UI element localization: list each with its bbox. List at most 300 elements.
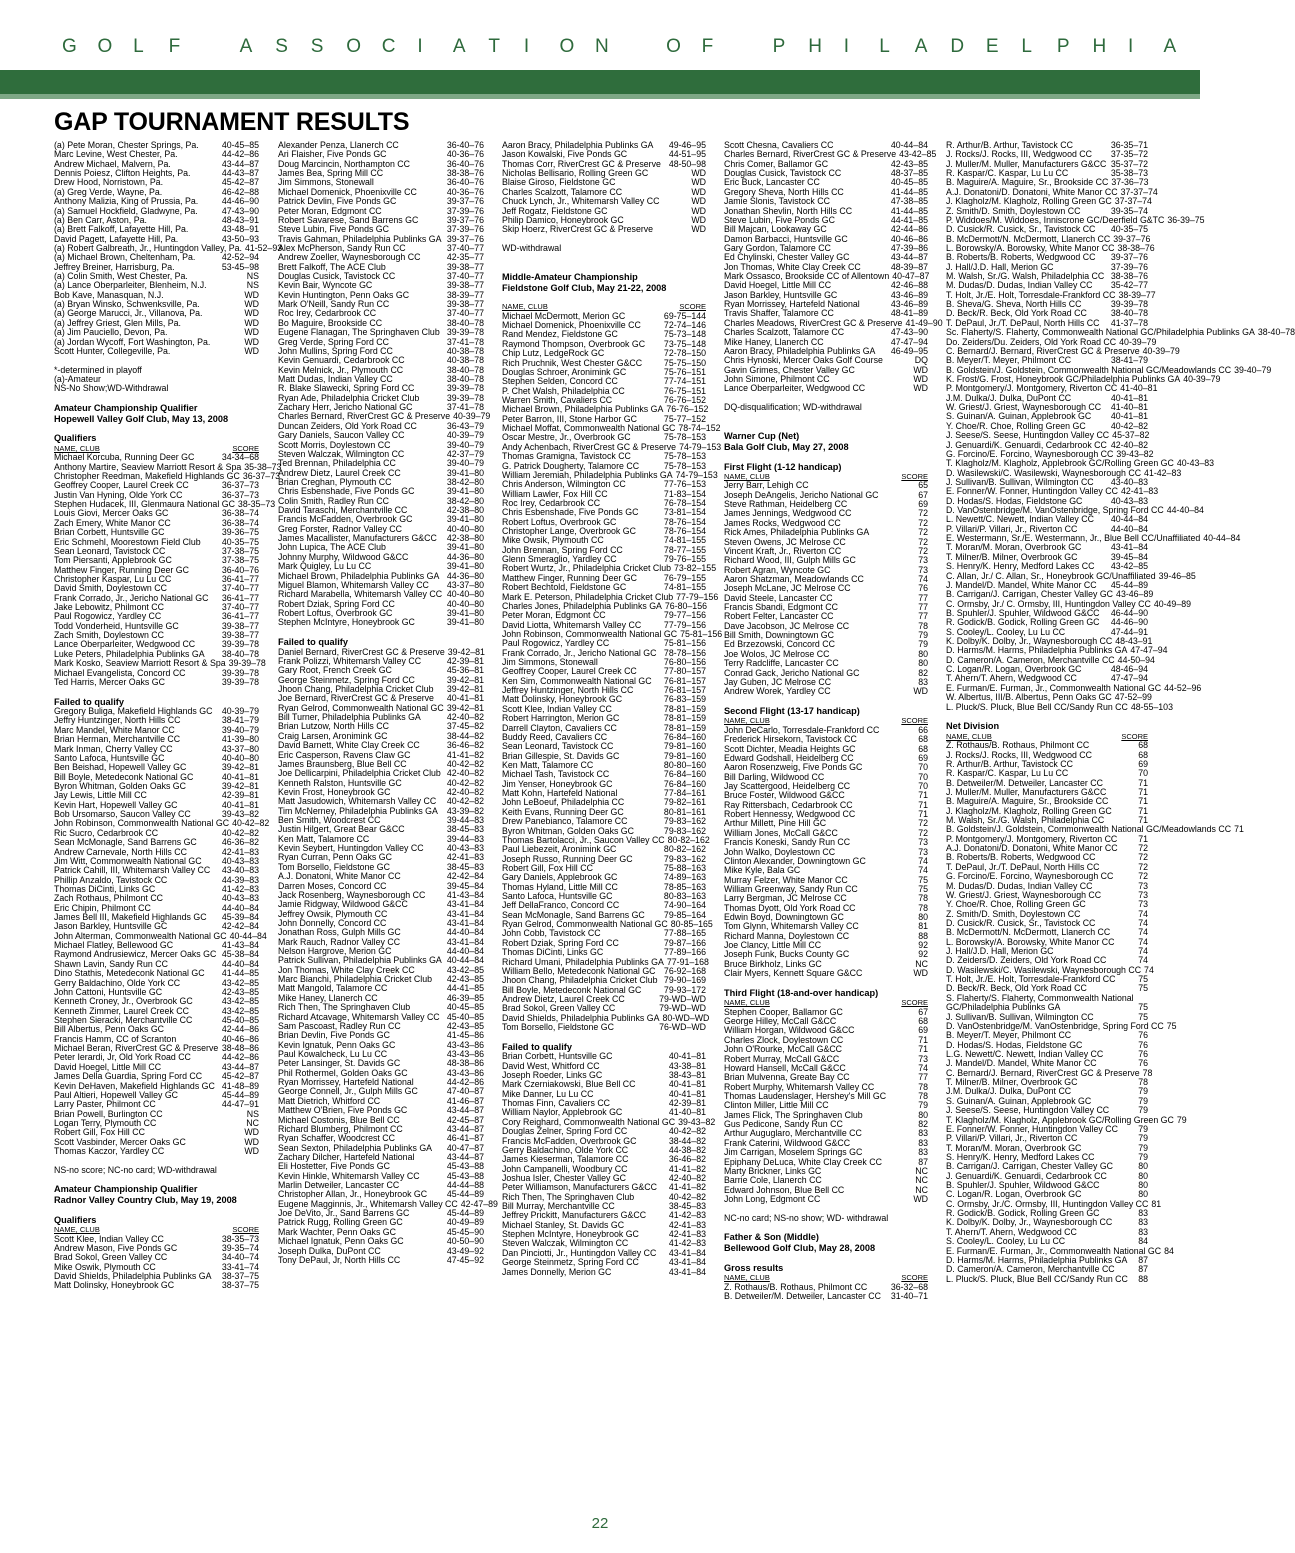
- score: 76-WD–WD: [659, 1022, 706, 1033]
- score: 75-78–153: [663, 451, 706, 462]
- player-club: Travis Shaffer, Talamore CC: [724, 308, 834, 319]
- score: 82: [918, 667, 928, 678]
- player-club: T. Holt, Jr./E. Holt, Torresdale-Frankford CC: [946, 289, 1116, 300]
- player-club: Joe Wolos, JC Melrose CC: [724, 648, 830, 659]
- score: 39-42–81: [446, 674, 484, 685]
- score: 75-75–150: [663, 357, 706, 368]
- player-club: Warren Smith, Cavaliers CC: [502, 394, 613, 405]
- header-letter: O: [346, 36, 362, 57]
- player-club: P. Montgomery/J. Montgomery, Riverton CC: [946, 833, 1118, 844]
- player-club: John Simone, Philmont CC: [724, 373, 830, 384]
- score: 43-41–84: [1110, 542, 1148, 553]
- section-heading: Amateur Championship Qualifier: [54, 403, 198, 414]
- score: 43-48–91: [221, 224, 259, 235]
- player-club: David Taraschi, Merchantville CC: [278, 505, 408, 516]
- score: 75: [1138, 983, 1148, 994]
- header-letter: N: [595, 36, 609, 57]
- score: 79: [1176, 1114, 1187, 1125]
- score: 78-81–159: [663, 722, 706, 733]
- score: 69: [918, 752, 928, 763]
- score: 48-50–98: [668, 158, 706, 169]
- score: 39-39–78: [221, 639, 259, 650]
- score: 39-38–77: [221, 620, 259, 631]
- score: 37-41–78: [446, 402, 484, 413]
- section-heading: Bellewood Golf Club, May 28, 2008: [724, 1242, 876, 1253]
- header-band: [0, 70, 1200, 94]
- player-club: Matt Dudas, Indian Valley CC: [278, 373, 393, 384]
- result-row: [724, 687, 928, 696]
- player-club: Jim Simmons, Stonewall: [502, 657, 598, 668]
- note-text: *-determined in playoff: [54, 364, 142, 375]
- player-club: Logan Terry, Plymouth CC: [54, 1117, 157, 1128]
- section-heading: Failed to qualify: [502, 1041, 572, 1052]
- score: 80: [1138, 1189, 1148, 1200]
- score: 47-47–94: [890, 336, 928, 347]
- spacer: [54, 1205, 259, 1214]
- score: WD: [913, 968, 928, 979]
- score: WD: [244, 345, 259, 356]
- player-club: Peter Ierardi, Jr, Old York Road CC: [54, 1052, 191, 1063]
- score: 80-WD–WD: [662, 1012, 710, 1023]
- score: 43-42–85: [221, 1005, 259, 1016]
- score: 71: [918, 799, 928, 810]
- player-club: Ed Chylinski, Chester Valley GC: [724, 252, 850, 263]
- score: 36-40–76: [221, 564, 259, 575]
- score: 79-76–155: [663, 554, 706, 565]
- player-club: Bob Ursomarso, Saucon Valley CC: [54, 809, 191, 820]
- player-club: Phil Rothermel, Golden Oaks GC: [278, 1067, 408, 1078]
- player-club: William Bello, Metedeconk National GC: [502, 965, 656, 976]
- score: 39-41–80: [446, 542, 484, 553]
- score: 40-36–76: [446, 186, 484, 197]
- player-club: P. Villari/P. Villari, Jr., Riverton CC: [946, 523, 1078, 534]
- player-club: L. Pluck/S. Pluck, Blue Bell CC/Sandy Run CC: [946, 701, 1128, 712]
- score: 43-44–87: [221, 158, 259, 169]
- player-club: Howard Hansell, McCall G&CC: [724, 1062, 846, 1073]
- score: 74-81–155: [663, 535, 706, 546]
- player-club: Robert Savarese, Sand Barrens GC: [278, 214, 419, 225]
- score: 43-46–89: [1116, 589, 1154, 600]
- score: 79-81–160: [663, 741, 706, 752]
- score: 77: [918, 1072, 928, 1083]
- score: 74-81–155: [663, 582, 706, 593]
- player-club: W. Albertus, III/B. Albertus, Penn Oaks GC: [946, 692, 1112, 703]
- score: 71: [1138, 805, 1148, 816]
- score: 73: [1138, 880, 1148, 891]
- player-club: (a) Ben Carr, Aston, Pa.: [54, 214, 147, 225]
- player-club: L. Pluck/S. Pluck, Blue Bell CC/Sandy Run CC: [946, 1273, 1128, 1284]
- player-club: E. Furman/E. Furman, Jr., Commonwealth National GC: [946, 1245, 1162, 1256]
- score: WD: [691, 196, 706, 207]
- player-club: Zach Rothaus, Philmont CC: [54, 893, 164, 904]
- player-club: Brian Corbett, Huntsville GC: [502, 1051, 613, 1062]
- score: 44-43–87: [221, 168, 259, 179]
- score: 40-42–82: [668, 1191, 706, 1202]
- player-club: Buddy Reed, Cavaliers CC: [502, 731, 608, 742]
- score: 84: [1164, 1245, 1174, 1256]
- score: 38-38–76: [1110, 271, 1148, 282]
- player-club: B. Meyer/T. Meyer, Philmont CC: [946, 1030, 1072, 1041]
- score: 39-41–80: [446, 486, 484, 497]
- score: 37-35–72: [1110, 149, 1148, 160]
- player-club: Nelson Hargrove, Merion GC: [278, 946, 392, 957]
- score: 38-48–86: [221, 1043, 259, 1054]
- score: 71: [1138, 833, 1148, 844]
- score: 72: [918, 818, 928, 829]
- score: 75: [1138, 1011, 1148, 1022]
- score: 73: [1138, 899, 1148, 910]
- player-club: Bill Murray, Merchantville CC: [502, 1201, 615, 1212]
- player-club: Phillip Anzaldo, Tavistock CC: [54, 874, 168, 885]
- score: 79: [1138, 1095, 1148, 1106]
- player-club: Michael Flatley, Bellewood GC: [54, 940, 174, 951]
- player-club: S. Cooley/L. Cooley, Lu Lu CC: [946, 1236, 1066, 1247]
- column-header-score: SCORE: [901, 1273, 928, 1283]
- player-club: Lance Oberparleiter, Wedgwood CC: [724, 383, 866, 394]
- player-club: Andrew Carnevale, North Hills CC: [54, 846, 187, 857]
- score: 45-38–84: [221, 949, 259, 960]
- score: 36-46–82: [668, 1154, 706, 1165]
- player-club: Jonathan Ross, Gulph Mills GC: [278, 927, 401, 938]
- score: 42-43–85: [221, 986, 259, 997]
- score: 41-42–83: [668, 1238, 706, 1249]
- player-club: (a) Greg Verde, Wayne, Pa.: [54, 186, 163, 197]
- score: 42-40–82: [446, 712, 484, 723]
- score: 39-42–81: [221, 781, 259, 791]
- note-text: NS-No Show;WD-Withdrawal: [54, 383, 169, 394]
- player-club: Mark O'Neill, Sandy Run CC: [278, 299, 390, 310]
- header-letter: I: [417, 36, 423, 57]
- player-club: A.J. Donatoni/D. Donatoni, White Manor CC: [946, 843, 1118, 854]
- player-club: Chip Lutz, LedgeRock GC: [502, 348, 605, 359]
- score: 72: [1138, 852, 1148, 863]
- score: 41-42–83: [1144, 467, 1182, 478]
- column-header-name: NAME, CLUB: [54, 1225, 100, 1235]
- player-club: T. Holt, Jr./E. Holt, Torresdale-Frankford CC: [946, 974, 1116, 985]
- player-club: David Pagett, Lafayette Hill, Pa.: [54, 233, 179, 244]
- note-text: DQ-disqualification; WD-withdrawal: [724, 402, 862, 413]
- header-letter: H: [1092, 36, 1107, 57]
- header-letter: L: [1021, 36, 1032, 57]
- score: 75: [1166, 1020, 1177, 1031]
- score: 40-42–82: [446, 796, 484, 807]
- player-club: Tom Piersanti, Applebrook GC: [54, 555, 172, 566]
- score: 42-40–82: [446, 768, 484, 779]
- player-club: Eric Schmehl, Moorestown Field Club: [54, 536, 201, 547]
- player-club: Joe DeVito, Jr., Sand Barrens GC: [278, 1208, 410, 1219]
- score: 77-80–157: [663, 666, 706, 677]
- score: 40-50–90: [446, 1236, 484, 1247]
- score: 88: [1138, 1273, 1148, 1284]
- column-header-score: SCORE: [1121, 731, 1148, 741]
- score: 38-45–83: [668, 1201, 706, 1212]
- player-club: James Flick, The Springhaven Club: [724, 1109, 863, 1120]
- score: 48-43–91: [1115, 636, 1153, 647]
- score: 37-38–75: [221, 555, 259, 566]
- score: 48-46–94: [1110, 664, 1148, 675]
- player-club: B. Detweiler/M. Detweiler, Lancaster CC: [724, 1290, 881, 1301]
- score: 39-37–76: [446, 233, 484, 244]
- player-club: Sean Leonard, Tavistock CC: [54, 545, 166, 556]
- column-header-score: SCORE: [679, 302, 706, 312]
- player-club: Robert Felter, Lancaster CC: [724, 611, 834, 622]
- score: 80-82–162: [663, 844, 706, 855]
- player-club: James Bell III, Makefield Highlands GC: [54, 912, 207, 923]
- score: 69: [918, 499, 928, 510]
- player-club: Thomas Kaczor, Yardley CC: [54, 1146, 165, 1157]
- player-club: Mike Oswik, Plymouth CC: [54, 1261, 156, 1272]
- score: 49-46–95: [668, 140, 706, 150]
- score: 39-40–79: [221, 724, 259, 735]
- score: WD: [691, 177, 706, 188]
- player-club: Zach Emery, White Manor CC: [54, 517, 171, 528]
- score: 83: [1138, 1208, 1148, 1219]
- player-club: Jack Rosenberg, Waynesborough CC: [278, 889, 426, 900]
- player-club: Steve Lubin, Five Ponds GC: [278, 224, 389, 235]
- score: 43-41–84: [446, 908, 484, 919]
- player-club: Ryan Morrissey, Hartefeld National: [724, 299, 860, 310]
- player-club: Jeffry Huntzinger, North Hills CC: [54, 715, 181, 726]
- result-row: [946, 1275, 1148, 1284]
- player-club: J. Muller/M. Muller, Manufacturers G&CC: [946, 158, 1107, 169]
- player-club: Dave Jacobson, JC Melrose CC: [724, 620, 850, 631]
- score: 74: [918, 1062, 928, 1073]
- score: 44-41–85: [446, 983, 484, 994]
- header-letter: A: [239, 36, 253, 57]
- score: 42-40–82: [668, 1172, 706, 1183]
- player-club: Aaron Rosenzweig, Five Ponds GC: [724, 762, 863, 773]
- score: 71: [918, 790, 928, 801]
- score: NC: [915, 958, 928, 969]
- score: 45-44–89: [446, 1189, 484, 1200]
- score: 39-44–83: [446, 833, 484, 844]
- section-heading: Failed to qualify: [278, 637, 348, 648]
- score: 72: [918, 517, 928, 528]
- player-club: K. Dolby/K. Dolby, Jr., Waynesborough CC: [946, 636, 1113, 647]
- player-club: D. Hodas/S. Hodas, Fieldstone GC: [946, 1039, 1083, 1050]
- result-row: [724, 969, 928, 978]
- score: 43-46–89: [890, 289, 928, 300]
- player-club: Bill Majcan, Lookaway GC: [724, 224, 827, 235]
- score: 78-74–152: [678, 423, 721, 434]
- player-club: A.J. Donatoni/D. Donatoni, White Manor CC: [946, 186, 1118, 197]
- player-club: Anthony Malizia, King of Prussia, Pa.: [54, 196, 199, 207]
- score: 76-81–157: [663, 685, 706, 696]
- score: 43-43–86: [446, 1049, 484, 1059]
- player-club: Andrew Zoeller, Waynesborough CC: [278, 252, 421, 263]
- player-club: T. Milner/B. Milner, Overbrook GC: [946, 1077, 1078, 1088]
- header-letter: L: [879, 36, 890, 57]
- player-club: David Smith, Doylestown CC: [54, 583, 167, 594]
- header-letter: I: [523, 36, 530, 57]
- score: NS: [246, 271, 259, 282]
- score: 41-46–87: [446, 1095, 484, 1106]
- player-club: (a) Colin Smith, West Chester, Pa.: [54, 271, 188, 282]
- score: 42-43–85: [446, 1020, 484, 1031]
- player-club: Zachary Dilcher, Hartefeld National: [278, 1151, 415, 1162]
- column-header-name: NAME, CLUB: [946, 731, 992, 741]
- score: 48-55–103: [1130, 701, 1173, 712]
- player-club: Ryan Ade, Philadelphia Cricket Club: [278, 392, 420, 403]
- player-club: Ben Smith, Woodcrest CC: [278, 815, 381, 826]
- player-club: Jake Lebowitz, Philmont CC: [54, 602, 165, 613]
- player-club: Philip Damico, Honeybrook GC: [502, 214, 624, 225]
- player-club: Jeff Rogatz, Fieldstone GC: [502, 205, 608, 216]
- score: 40-40–80: [221, 752, 259, 763]
- player-club: Jason Kowalski, Five Ponds GC: [502, 149, 628, 160]
- player-club: Sam Pascoast, Radley Run CC: [278, 1020, 401, 1031]
- score: 40-39–79: [1183, 373, 1221, 384]
- score: 46-39–85: [446, 992, 484, 1003]
- player-club: Nicholas Bellisario, Rolling Green GC: [502, 168, 649, 179]
- player-club: Michael Moffat, Commonwealth National GC: [502, 423, 676, 434]
- player-club: Richard Blumberg, Philmont CC: [278, 1123, 403, 1134]
- player-club: Bill Smith, Downingtown GC: [724, 630, 834, 641]
- score: 47-43–90: [890, 327, 928, 338]
- player-club: S. Henry/K. Henry, Medford Lakes CC: [946, 1151, 1095, 1162]
- player-club: William Naylor, Applebrook GC: [502, 1107, 623, 1118]
- player-club: Matt Dolinsky, Honeybrook GC: [502, 694, 623, 705]
- player-club: Gary Daniels, Applebrook GC: [502, 872, 618, 883]
- player-club: B. Roberts/B. Roberts, Wedgwood CC: [946, 852, 1096, 863]
- player-club: G. Patrick Dougherty, Talamore CC: [502, 460, 640, 471]
- score: 77-88–165: [663, 928, 706, 939]
- score: 41-37–78: [1110, 317, 1148, 328]
- player-club: John Lupica, The ACE Club: [278, 542, 386, 553]
- score: 76: [918, 583, 928, 594]
- score: 72: [918, 527, 928, 538]
- player-club: S. Guinan/A. Guinan, Applebrook GC: [946, 1095, 1092, 1106]
- score: 38-40–78: [446, 364, 484, 375]
- score: 41-40–81: [1120, 383, 1158, 394]
- score: 81: [1151, 1198, 1162, 1209]
- score: 39-35–74: [221, 1243, 259, 1254]
- score: 42-41–83: [446, 852, 484, 863]
- score: 74: [1138, 955, 1148, 966]
- score: 70: [1138, 768, 1148, 779]
- player-club: Marlin Detweiler, Lancaster CC: [278, 1180, 400, 1191]
- player-club: Zach Smith, Doylestown CC: [54, 630, 164, 641]
- player-club: Matthew Finger, Running Deer GC: [502, 572, 637, 583]
- score: 71: [1138, 777, 1148, 788]
- player-club: David Barnett, White Clay Creek CC: [278, 740, 420, 751]
- score: 44-41–85: [890, 214, 928, 225]
- player-club: Aaron Bracy, Philadelphia Publinks GA: [502, 140, 654, 150]
- player-club: Scott Hunter, Collegeville, Pa.: [54, 345, 171, 356]
- score: 36-37–73: [242, 471, 280, 481]
- player-club: Kenneth Ralston, Huntsville GC: [278, 777, 402, 788]
- score: 46-49–95: [890, 345, 928, 356]
- section-heading: Failed to qualify: [54, 696, 124, 707]
- player-club: John Donnelly, Concord CC: [278, 917, 387, 928]
- player-club: D. Cameron/A. Cameron, Merchantville CC: [946, 654, 1115, 665]
- score: 43-42–85: [221, 977, 259, 988]
- score: 44-40–84: [1166, 505, 1204, 516]
- player-club: Rich Then, The Springhaven Club: [502, 1191, 635, 1202]
- score: 45-40–85: [446, 1011, 484, 1022]
- score: 68: [918, 743, 928, 754]
- result-row: [54, 678, 259, 687]
- player-club: K. Frost/G. Frost, Honeybrook GC/Philadelphia Publinks GA: [946, 373, 1181, 384]
- score: 69-75–144: [663, 310, 706, 321]
- score: 78-76–154: [663, 516, 706, 527]
- player-club: Paul Rogowicz, Yardley CC: [54, 611, 162, 622]
- score: 79-WD–WD: [659, 993, 706, 1004]
- score: 40-40–80: [446, 523, 484, 534]
- score: 47-45–92: [446, 1254, 484, 1265]
- score: 40-49–89: [446, 1217, 484, 1228]
- player-club: Santo Lafoca, Huntsville GC: [54, 752, 165, 763]
- score: 40-45–85: [890, 177, 928, 188]
- player-club: T. Moran/M. Moran, Overbrook GC: [946, 1142, 1082, 1153]
- player-club: Roc Irey, Cedarbrook CC: [502, 497, 601, 508]
- player-club: Stephen Cooper, Ballamor GC: [724, 1006, 843, 1017]
- score: 79-93–172: [663, 984, 706, 995]
- player-club: Patrick Sullivan, Philadelphia Publinks GA: [278, 955, 442, 966]
- player-club: B. Carrigan/J. Carrigan, Chester Valley GC: [946, 589, 1114, 600]
- player-club: Robert Bechtold, Fieldstone GC: [502, 582, 627, 593]
- score: 78-78–156: [663, 647, 706, 658]
- score: 43-37–80: [446, 579, 484, 590]
- score: 43-41–84: [668, 1257, 706, 1268]
- player-club: J. Mandel/D. Mandel, White Manor CC: [946, 1058, 1097, 1069]
- player-club: Scott Dichter, Meadia Heights GC: [724, 743, 856, 754]
- score: 43-42–85: [221, 996, 259, 1007]
- score: 68: [1138, 740, 1148, 751]
- player-club: George Steinmetz, Spring Ford CC: [278, 674, 415, 685]
- player-club: David Hoegel, Little Mill CC: [54, 1061, 162, 1072]
- result-row: [946, 701, 1173, 712]
- player-club: B. McDermott/N. McDermott, Llanerch CC: [946, 927, 1111, 938]
- player-club: Richard Umani, Philadelphia Publinks GA: [502, 956, 664, 967]
- score: 75-78–153: [663, 460, 706, 471]
- score: WD: [913, 1193, 928, 1204]
- score: 40-42–82: [1110, 420, 1148, 431]
- player-club: Ken Matt, Talamore CC: [278, 833, 370, 844]
- player-club: Mark E. Peterson, Philadelphia Cricket Club: [502, 591, 674, 602]
- player-club: J. Klagholz/M. Klagholz, Rolling Green GC: [946, 196, 1112, 207]
- player-club: Eric Buck, Lancaster CC: [724, 177, 820, 188]
- player-club: Patrick Rugg, Rolling Green GC: [278, 1217, 403, 1228]
- player-club: D. Harms/M. Harms, Philadelphia Publinks GA: [946, 1254, 1128, 1265]
- score: 40-46–86: [890, 233, 928, 244]
- player-club: Bill Boyle, Metedeconk National GC: [502, 984, 642, 995]
- player-club: M. Dudas/D. Dudas, Indian Valley CC: [946, 280, 1093, 291]
- score: 73-81–154: [663, 507, 706, 518]
- player-club: Joseph Funk, Bucks County GC: [724, 949, 850, 960]
- player-club: J. Genuardi/K. Genuardi, Cedarbrook CC: [946, 1170, 1107, 1181]
- player-club: Francis Koneski, Sandy Run CC: [724, 837, 851, 848]
- score: 39-41–80: [446, 467, 484, 478]
- spacer: [502, 253, 706, 262]
- player-club: T. Ahern/T. Ahern, Wedgwood CC: [946, 673, 1077, 684]
- spacer: [946, 712, 1148, 721]
- score: 45-40–85: [221, 1014, 259, 1025]
- section-heading: Third Flight (18-and-over handicap): [724, 987, 879, 998]
- player-club: Chris Esbenshade, Five Ponds GC: [278, 486, 415, 497]
- score: 48-38–86: [446, 1058, 484, 1069]
- player-club: Jay Scattergood, Heidelberg CC: [724, 781, 851, 791]
- player-club: Christopher Kaspar, Lu Lu CC: [54, 573, 172, 584]
- player-club: George Hilley, McCall G&CC: [724, 1016, 837, 1027]
- score: 43-50–93: [221, 233, 259, 244]
- player-club: Peter Moran, Edgmont CC: [502, 610, 606, 621]
- score: 38-41–79: [221, 715, 259, 726]
- score: 79: [918, 639, 928, 650]
- player-club: Doug Marcincin, Northampton CC: [278, 158, 411, 169]
- score: 44-42–86: [446, 1077, 484, 1088]
- score: 38-37–75: [221, 1271, 259, 1282]
